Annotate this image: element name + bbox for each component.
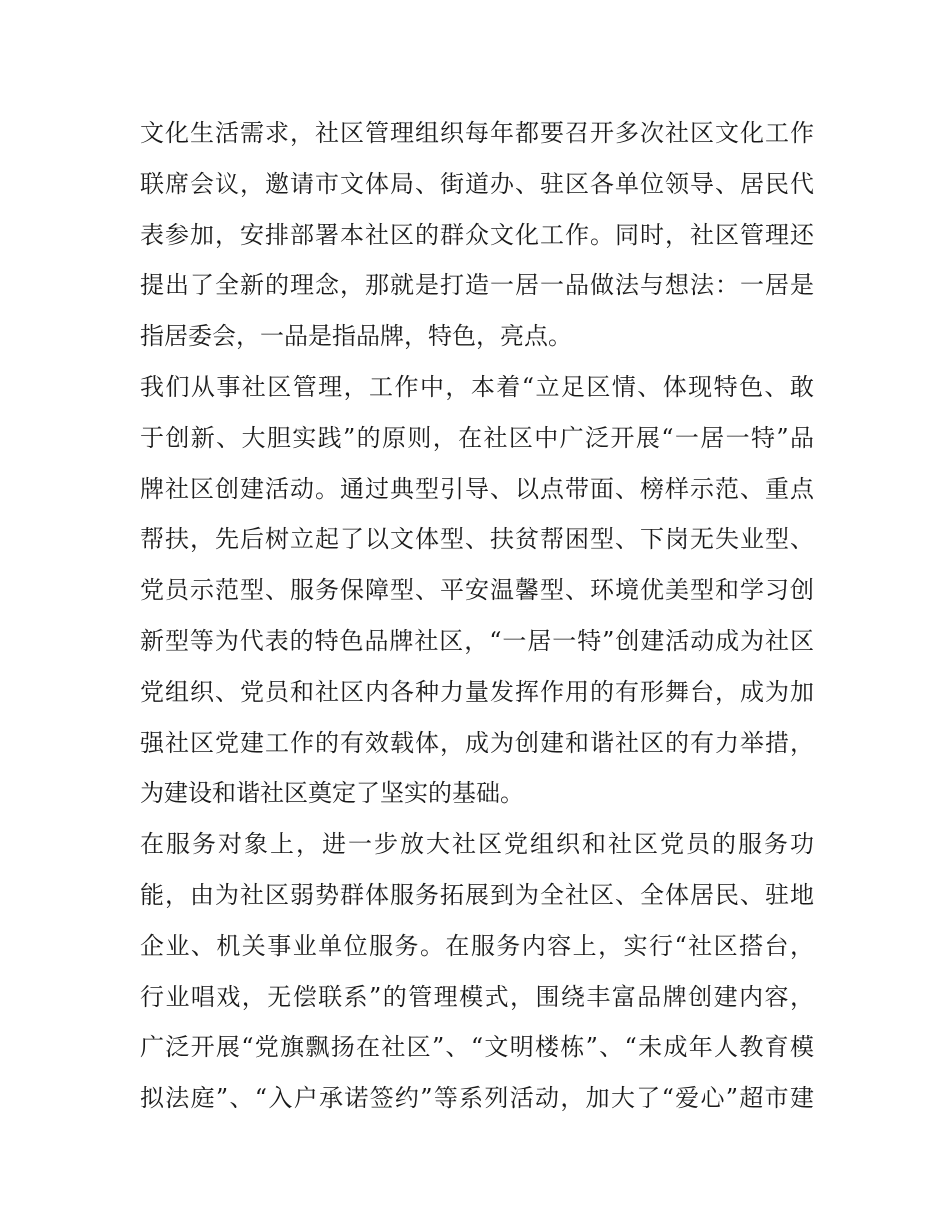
- paragraph-2: [140, 362, 814, 819]
- text-line: 拟法庭”、“入户承诺签约”等系列活动，加大了“爱心”超市建: [140, 1084, 814, 1113]
- text-line: 党员示范型、服务保障型、平安温馨型、环境优美型和学习创: [140, 576, 814, 605]
- text-line: 提出了全新的理念，那就是打造一居一品做法与想法：一居是: [140, 271, 814, 300]
- text-line: 文化生活需求，社区管理组织每年都要召开多次社区文化工作: [140, 119, 814, 147]
- text-line: 强社区党建工作的有效载体，成为创建和谐社区的有力举措，: [140, 728, 814, 757]
- text-line: 我们从事社区管理，工作中，本着“立足区情、体现特色、敢: [140, 372, 814, 401]
- paragraph-3: [140, 819, 814, 1124]
- text-line: 牌社区创建活动。通过典型引导、以点带面、榜样示范、重点: [140, 474, 814, 503]
- text-line: 指居委会，一品是指品牌，特色，亮点。: [140, 322, 572, 351]
- text-line: 在服务对象上，进一步放大社区党组织和社区党员的服务功: [140, 830, 814, 859]
- text-line: 新型等为代表的特色品牌社区，“一居一特”创建活动成为社区: [140, 626, 814, 655]
- text-line: 党组织、党员和社区内各种力量发挥作用的有形舞台，成为加: [140, 677, 814, 706]
- text-line: 能，由为社区弱势群体服务拓展到为全社区、全体居民、驻地: [140, 880, 814, 909]
- text-line: 联席会议，邀请市文体局、街道办、驻区各单位领导、居民代: [140, 169, 814, 198]
- text-line: 于创新、大胆实践”的原则，在社区中广泛开展“一居一特”品: [140, 423, 814, 452]
- text-line: 企业、机关事业单位服务。在服务内容上，实行“社区搭台，: [140, 931, 814, 960]
- document-body: [140, 108, 814, 1124]
- text-line: 表参加，安排部署本社区的群众文化工作。同时，社区管理还: [140, 220, 814, 249]
- text-line: 行业唱戏，无偿联系”的管理模式，围绕丰富品牌创建内容，: [140, 982, 814, 1011]
- paragraph-1: [140, 108, 814, 362]
- text-line: 广泛开展“党旗飘扬在社区”、“文明楼栋”、“未成年人教育模: [140, 1033, 814, 1062]
- text-line: 帮扶，先后树立起了以文体型、扶贫帮困型、下岗无失业型、: [140, 525, 814, 554]
- text-line: 为建设和谐社区奠定了坚实的基础。: [140, 779, 524, 808]
